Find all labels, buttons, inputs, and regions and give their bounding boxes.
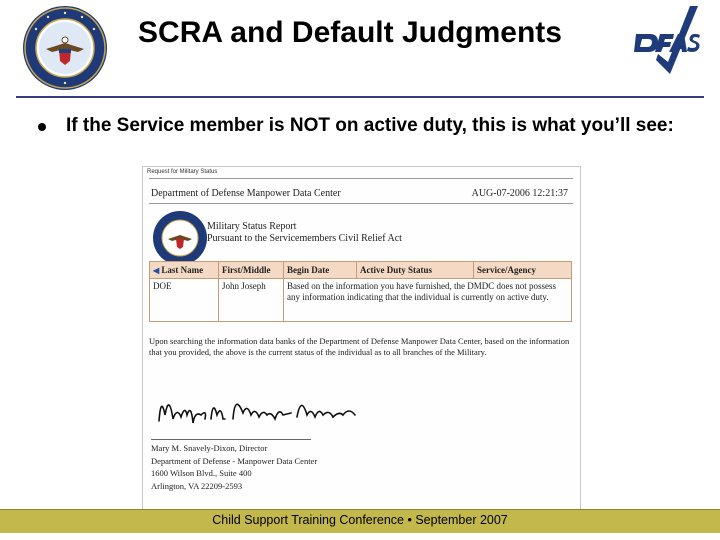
- signer-address-3: Arlington, VA 22209-2593: [151, 480, 243, 491]
- signature-line: [151, 439, 311, 440]
- report-paragraph: Upon searching the information data banks of the Department of Defense Manpower Data Center, based on the information that you provided, the above is the current status of the individual as to all branches of the Military.: [149, 336, 570, 357]
- report-organization: Department of Defense Manpower Data Center: [151, 188, 341, 199]
- report-org-rule: [149, 203, 573, 204]
- dfas-logo-icon: [630, 4, 702, 76]
- cell-first-middle: John Joseph: [219, 279, 284, 322]
- cell-active-duty-status: Based on the information you have furnished, the DMDC does not possess any information indicating that the individual is currently on active duty.: [284, 279, 572, 322]
- signature: [151, 385, 371, 431]
- signer-address-1: Department of Defense - Manpower Data Center: [151, 455, 318, 466]
- sort-arrow-icon: ◀: [153, 266, 160, 275]
- col-first-middle: First/Middle: [219, 262, 284, 279]
- report-header-rule: [149, 178, 573, 179]
- col-service-agency: Service/Agency: [474, 262, 572, 279]
- report-title-line-1: Military Status Report: [207, 221, 297, 232]
- col-active-duty-status: Active Duty Status: [357, 262, 474, 279]
- report-seal-icon: [152, 210, 208, 266]
- footer-text: Child Support Training Conference • September 2007: [212, 513, 508, 527]
- status-table-header: [150, 262, 572, 279]
- footer-bar: [0, 509, 720, 533]
- status-table: [149, 261, 572, 322]
- col-last-name-label: Last Name: [161, 265, 204, 275]
- cell-last-name: DOE: [150, 279, 219, 322]
- title-divider: [16, 96, 704, 98]
- signer-name: Mary M. Snavely-Dixon, Director: [151, 443, 268, 453]
- report-timestamp: AUG-07-2006 12:21:37: [471, 188, 568, 199]
- slide-title: SCRA and Default Judgments: [138, 16, 562, 49]
- signer-address-2: 1600 Wilson Blvd., Suite 400: [151, 468, 252, 478]
- report-header-label: Request for Military Status: [147, 169, 218, 175]
- military-status-report: [142, 166, 581, 510]
- signer-block: [151, 442, 317, 492]
- report-title: [207, 221, 402, 245]
- table-row: [150, 279, 572, 322]
- bullet-text: If the Service member is NOT on active duty, this is what you’ll see:: [66, 115, 674, 136]
- report-title-line-2: Pursuant to the Servicemembers Civil Relief Act: [207, 233, 402, 244]
- col-begin-date: Begin Date: [284, 262, 357, 279]
- bullet-marker: [38, 123, 46, 131]
- col-last-name: [150, 262, 219, 279]
